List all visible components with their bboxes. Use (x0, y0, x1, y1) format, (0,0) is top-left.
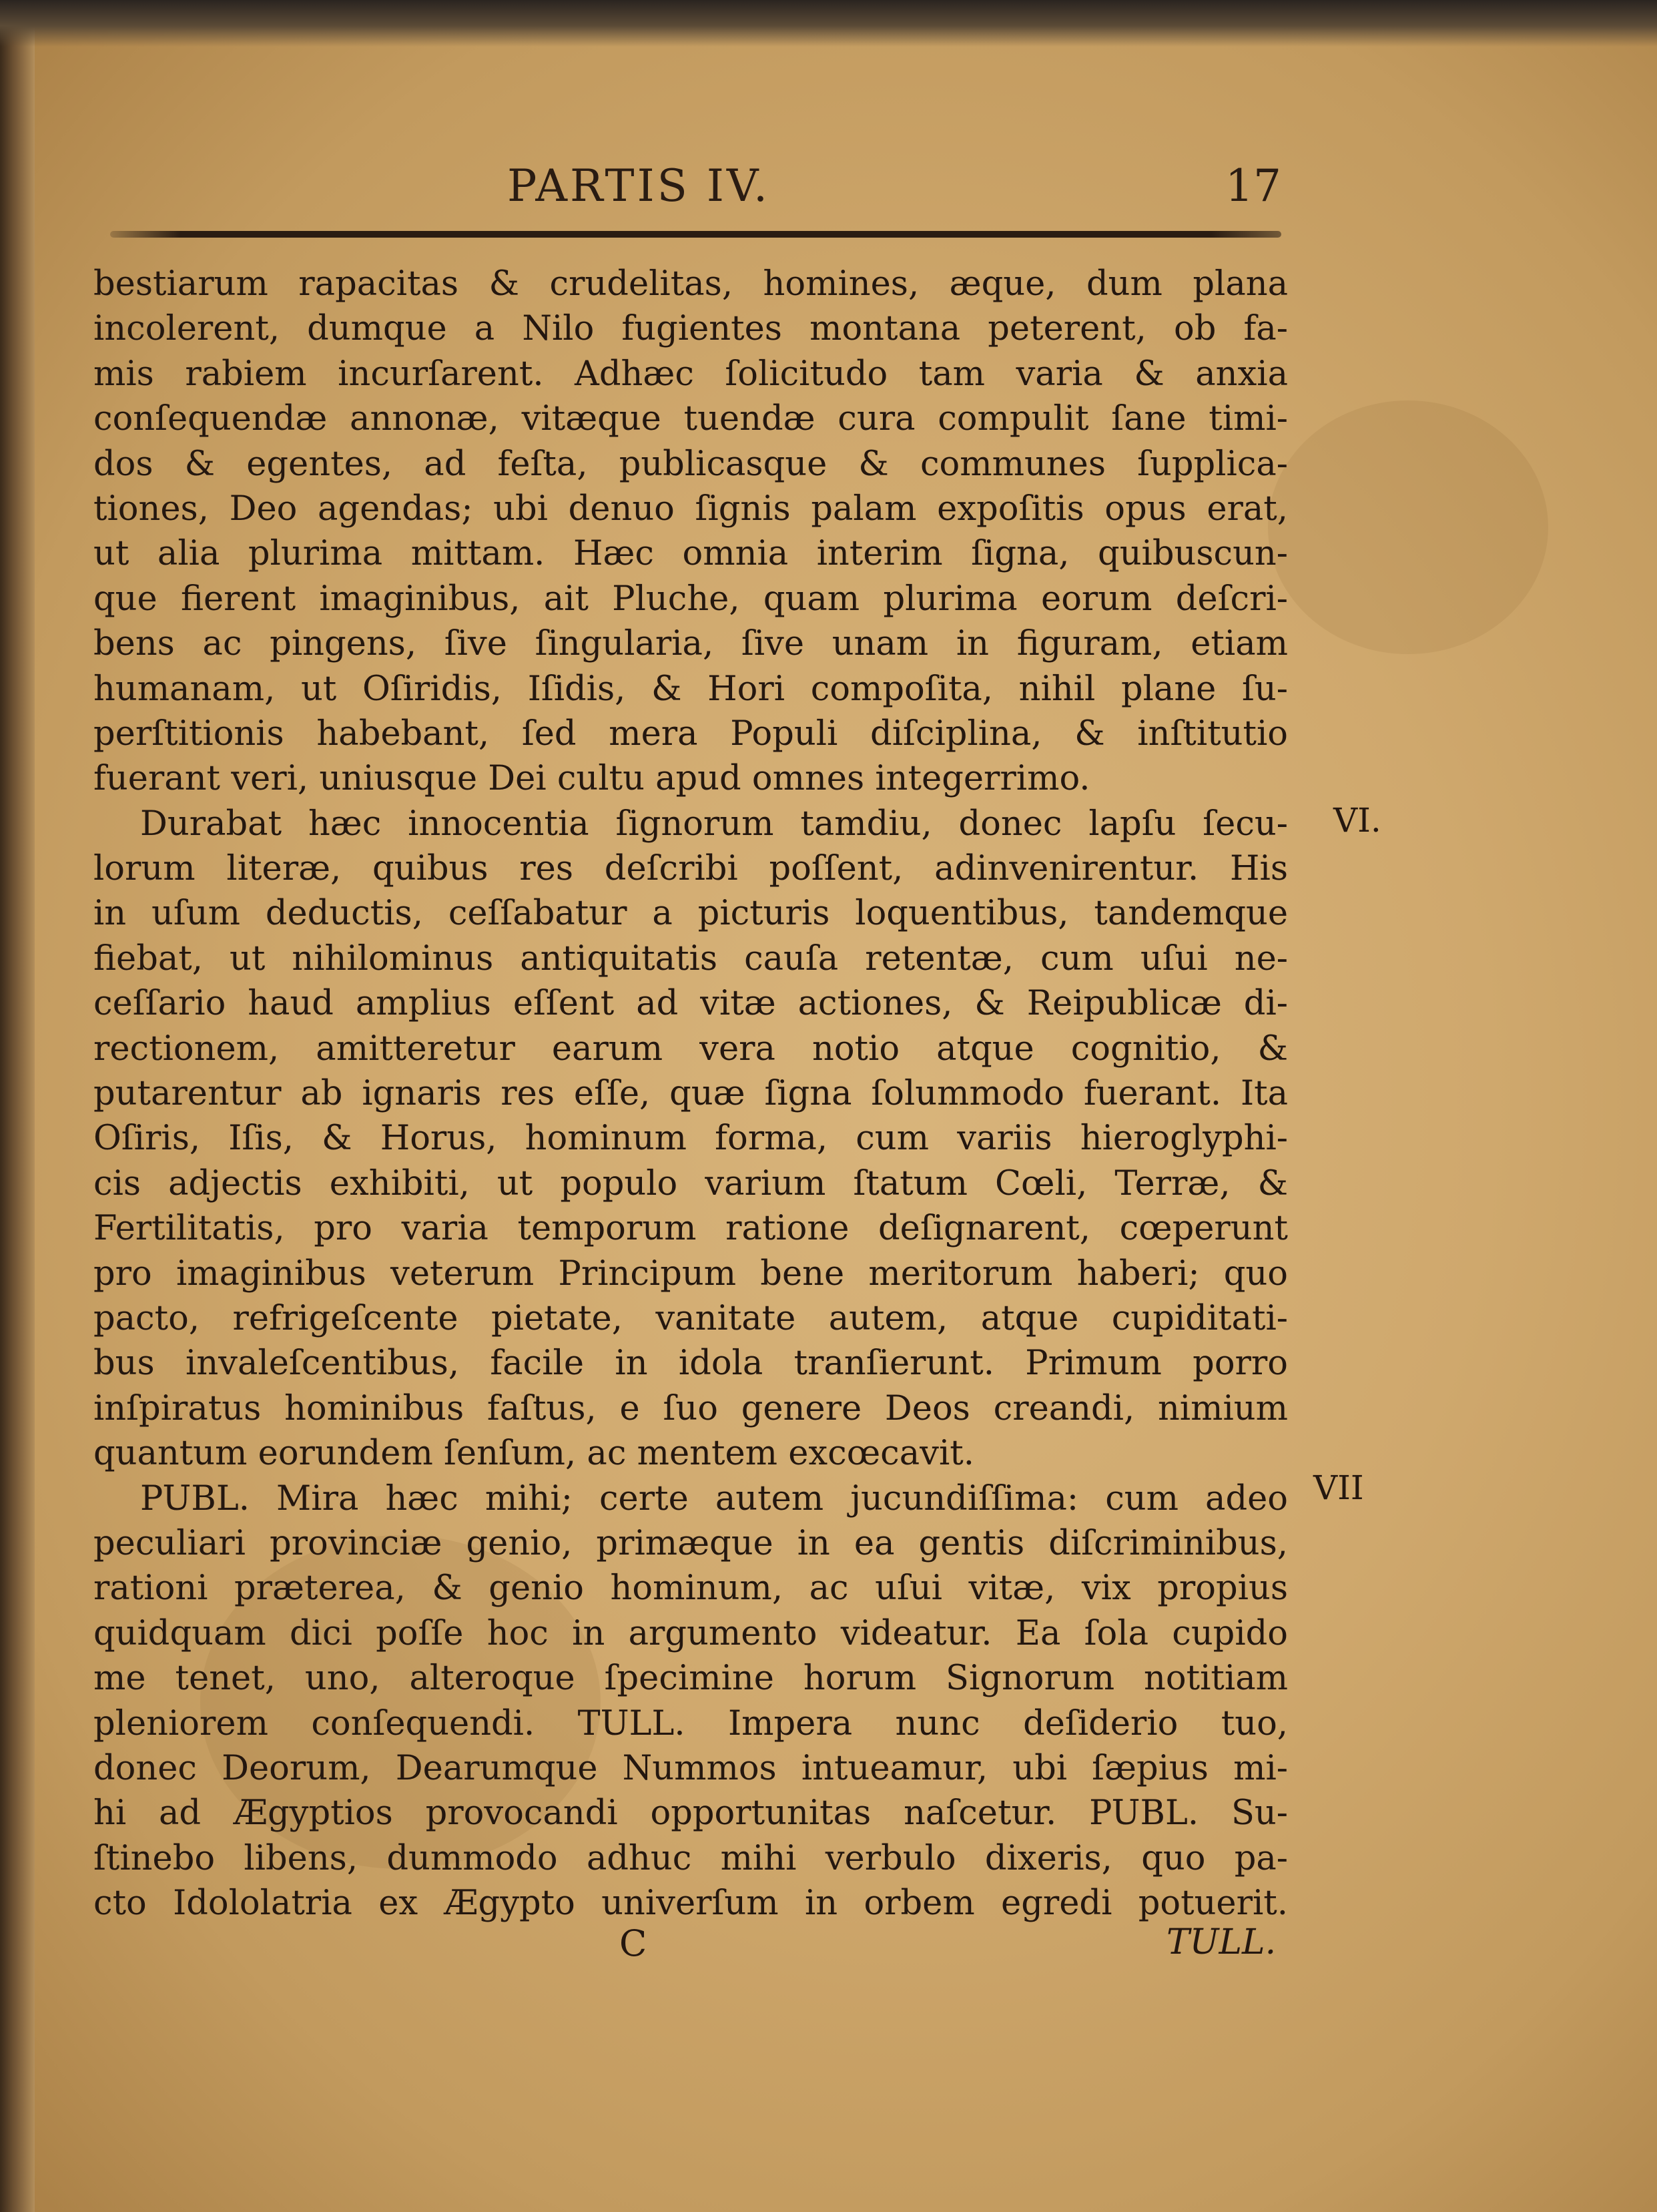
text-line: rationi præterea, & genio hominum, ac uſui vitæ, vix propius (93, 1569, 1288, 1609)
text-line: fiebat, ut nihilominus antiquitatis cauſa retentæ, cum uſui ne- (93, 938, 1288, 979)
text-line: bus invaleſcentibus, facile in idola tranſierunt. Primum porro (93, 1344, 1288, 1384)
text-line: bestiarum rapacitas & crudelitas, homines, æque, dum plana (93, 264, 1288, 304)
header-rule (110, 231, 1281, 238)
running-head (107, 154, 1281, 220)
text-line: que fierent imaginibus, ait Pluche, quam plurima eorum deſcri- (93, 579, 1288, 619)
text-line: Durabat hæc innocentia ſignorum tamdiu, donec lapſu ſecu- (140, 804, 1288, 844)
text-line: incolerent, dumque a Nilo fugientes montana peterent, ob fa- (93, 309, 1288, 349)
text-line: Fertilitatis, pro varia temporum ratione deſignarent, cœperunt (93, 1209, 1288, 1249)
text-line: quantum eorundem ſenſum, ac mentem excœcavit. (93, 1434, 974, 1474)
text-line: hi ad Ægyptios provocandi opportunitas naſcetur. PUBL. Su- (93, 1793, 1288, 1834)
top-edge-shadow (0, 0, 1657, 47)
book-binding-shadow (0, 0, 35, 2212)
text-line: putarentur ab ignaris res eſſe, quæ ſigna ſolummodo fuerant. Ita (93, 1074, 1288, 1114)
text-line: pleniorem conſequendi. TULL. Impera nunc deſiderio tuo, (93, 1703, 1288, 1743)
text-line: fuerant veri, uniusque Dei cultu apud omnes integerrimo. (93, 759, 1090, 799)
text-line: me tenet, uno, alteroque ſpecimine horum Signorum notitiam (93, 1659, 1288, 1699)
margin-note-vi: VI. (1333, 801, 1381, 840)
text-line: conſequendæ annonæ, vitæque tuendæ cura compulit ſane timi- (93, 399, 1288, 439)
page-number: 17 (1225, 160, 1281, 212)
text-line: ceſſario haud amplius eſſent ad vitæ actiones, & Reipublicæ di- (93, 984, 1288, 1024)
text-line: perſtitionis habebant, ſed mera Populi diſciplina, & inſtitutio (93, 714, 1288, 754)
text-line: cto Idololatria ex Ægypto univerſum in orbem egredi potuerit. (93, 1884, 1288, 1924)
text-line: Oſiris, Iſis, & Horus, hominum forma, cum variis hieroglyphi- (93, 1119, 1288, 1159)
text-line: pacto, refrigeſcente pietate, vanitate autem, atque cupiditati- (93, 1298, 1288, 1338)
text-line: rectionem, amitteretur earum vera notio atque cognitio, & (93, 1029, 1288, 1069)
text-line: tiones, Deo agendas; ubi denuo ſignis palam expoſitis opus erat, (93, 489, 1288, 529)
text-body (93, 262, 1288, 1926)
text-line: peculiari provinciæ genio, primæque in ea gentis diſcriminibus, (93, 1523, 1288, 1563)
text-line: mis rabiem incurſarent. Adhæc ſolicitudo tam varia & anxia (93, 354, 1288, 394)
signature-mark: C (619, 1922, 647, 1964)
text-line: inſpiratus hominibus faſtus, e ſuo genere Deos creandi, nimium (93, 1388, 1288, 1428)
text-line: ſtinebo libens, dummodo adhuc mihi verbulo dixeris, quo pa- (93, 1838, 1288, 1878)
paper-stain (1268, 400, 1548, 654)
text-line: bens ac pingens, ſive ſingularia, ſive unam in figuram, etiam (93, 624, 1288, 664)
catchword: TULL. (1167, 1922, 1277, 1962)
running-title: PARTIS IV. (507, 160, 771, 212)
text-line: lorum literæ, quibus res deſcribi poſſent, adinvenirentur. His (93, 849, 1288, 889)
text-line: donec Deorum, Dearumque Nummos intueamur, ubi ſæpius mi- (93, 1748, 1288, 1788)
margin-note-vii: VII (1313, 1468, 1364, 1507)
text-line: PUBL. Mira hæc mihi; certe autem jucundiſſima: cum adeo (140, 1478, 1288, 1518)
text-line: cis adjectis exhibiti, ut populo varium ſtatum Cœli, Terræ, & (93, 1163, 1288, 1203)
text-line: in uſum deductis, ceſſabatur a picturis loquentibus, tandemque (93, 894, 1288, 934)
text-line: ut alia plurima mittam. Hæc omnia interim ſigna, quibuscun- (93, 534, 1288, 574)
text-line: humanam, ut Oſiridis, Iſidis, & Hori compoſita, nihil plane ſu- (93, 669, 1288, 709)
text-line: quidquam dici poſſe hoc in argumento videatur. Ea ſola cupido (93, 1613, 1288, 1653)
text-line: pro imaginibus veterum Principum bene meritorum haberi; quo (93, 1254, 1288, 1294)
text-line: dos & egentes, ad feſta, publicasque & communes ſupplica- (93, 444, 1288, 484)
